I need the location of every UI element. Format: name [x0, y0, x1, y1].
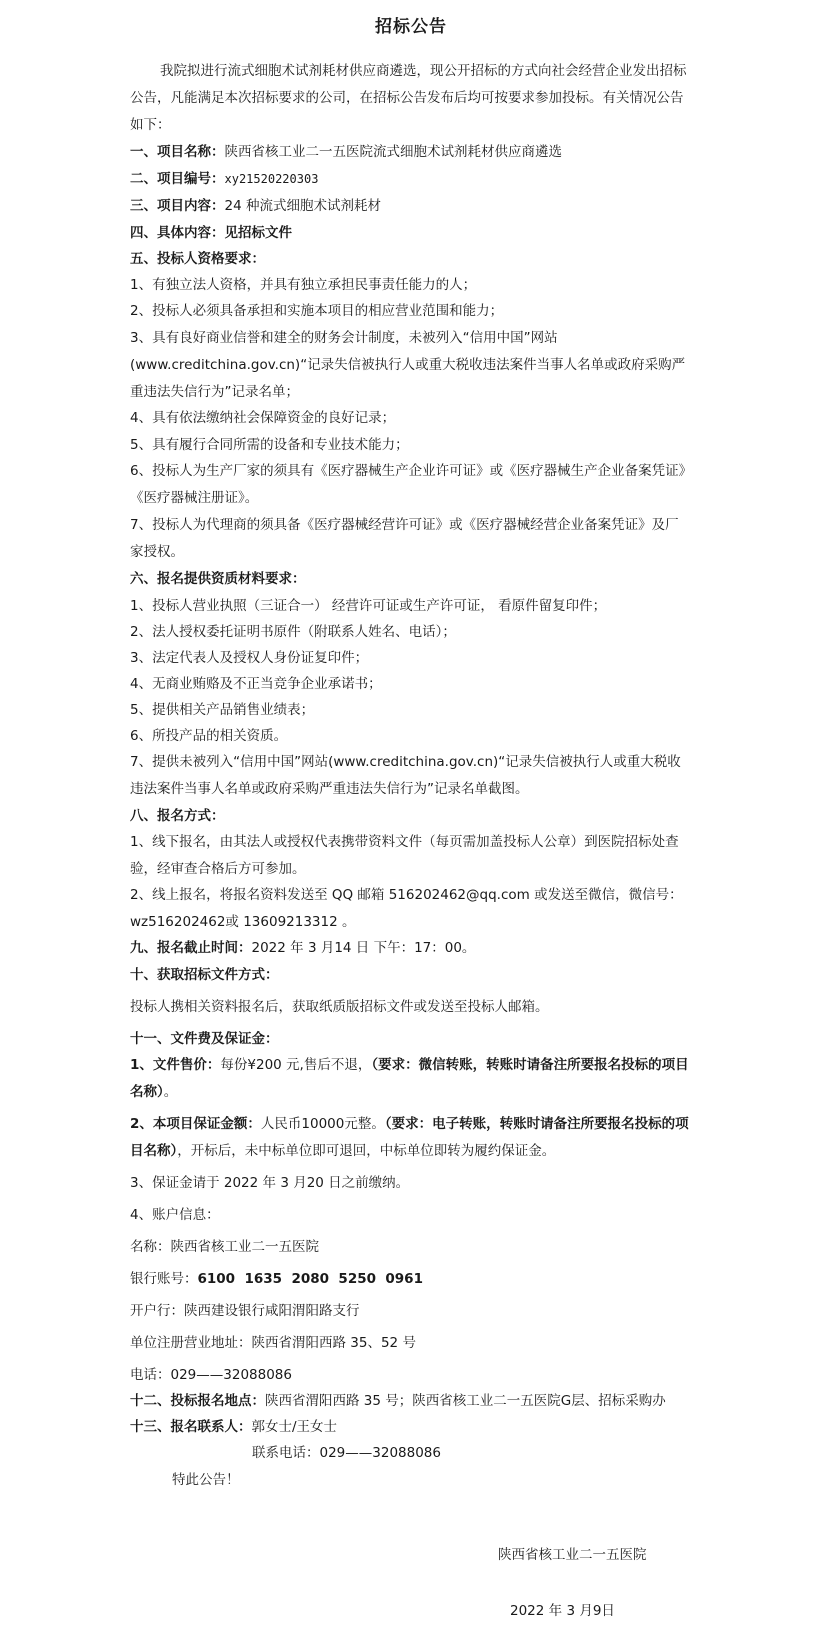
account-name: 名称：陕西省核工业二一五医院 — [130, 1239, 319, 1255]
registration-item-offline: 1、线下报名，由其法人或授权代表携带资料文件（每页需加盖投标人公章）到医院招标处查验，经审查合格后方可参加。 — [130, 834, 679, 877]
section-details: 四、具体内容：见招标文件 — [130, 225, 292, 241]
account-phone: 电话：029——32088086 — [130, 1367, 292, 1383]
fee-text: 每份¥200 元,售后不退， — [220, 1057, 372, 1073]
qualification-item: 4、具有依法缴纳社会保障资金的良好记录； — [130, 410, 396, 426]
signature-date: 2022 年 3 月9日 — [510, 1603, 615, 1619]
account-address: 单位注册营业地址：陕西省渭阳西路 35、52 号 — [130, 1335, 416, 1351]
fee-end: ，开标后，未中标单位即可退回，中标单位即转为履约保证金。 — [177, 1143, 556, 1159]
registration-item-online: 2、线上报名，将报名资料发送至 QQ 邮箱 516202462@qq.com 或发送至微信，微信号：wz516202462或 13609213312 。 — [130, 887, 683, 930]
materials-item: 1、投标人营业执照（三证合一） 经营许可证或生产许可证， 看原件留复印件； — [130, 598, 607, 614]
section-value: 陕西省核工业二一五医院流式细胞术试剂耗材供应商遴选 — [224, 144, 562, 160]
qualification-item: 7、投标人为代理商的须具备《医疗器械经营许可证》或《医疗器械经营企业备案凭证》及厂家授权。 — [130, 517, 679, 560]
fee-text: 人民币10000元整。 — [260, 1116, 385, 1132]
section-value: 陕西省渭阳西路 35 号；陕西省核工业二一五医院G层、招标采购办 — [265, 1393, 666, 1409]
fee-label: 2、本项目保证金额： — [130, 1116, 261, 1132]
obtain-text: 投标人携相关资料报名后，获取纸质版招标文件或发送至投标人邮箱。 — [130, 999, 549, 1015]
section-project-content — [130, 193, 690, 220]
section-value: 2022 年 3 月14 日 下午：17：00。 — [251, 940, 476, 956]
section-materials-heading: 六、报名提供资质材料要求： — [130, 571, 306, 587]
qualification-item: 2、投标人必须具备承担和实施本项目的相应营业范围和能力； — [130, 303, 504, 319]
materials-item: 7、提供未被列入“信用中国”网站(www.creditchina.gov.cn)“记录失信被执行人或重大税收违法案件当事人名单或政府采购严重违法失信行为”记录名单截图。 — [130, 754, 681, 797]
account-number-label: 银行账号： — [130, 1271, 198, 1287]
section-label: 一、项目名称： — [130, 144, 225, 160]
materials-item: 4、无商业贿赂及不正当竞争企业承诺书； — [130, 676, 382, 692]
qualification-item: 3、具有良好商业信誉和建全的财务会计制度，未被列入“信用中国”网站(www.creditchina.gov.cn)“记录失信被执行人或重大税收违法案件当事人名单或政府采购严重违法失信行为”记录名单； — [130, 330, 686, 400]
section-qualification-heading: 五、投标人资格要求： — [130, 251, 265, 267]
materials-item: 2、法人授权委托证明书原件（附联系人姓名、电话）； — [130, 624, 456, 640]
fee-item-document — [130, 1052, 690, 1106]
section-label: 二、项目编号： — [130, 171, 225, 187]
section-registration-heading: 八、报名方式： — [130, 808, 225, 824]
section-project-code — [130, 166, 690, 193]
section-value: 郭女士/王女士 — [251, 1419, 338, 1435]
section-value: 24 种流式细胞术试剂耗材 — [224, 198, 381, 214]
materials-item: 5、提供相关产品销售业绩表； — [130, 702, 315, 718]
section-deadline — [130, 935, 690, 962]
page-title: 招标公告 — [375, 17, 447, 37]
intro-paragraph: 我院拟进行流式细胞术试剂耗材供应商遴选，现公开招标的方式向社会经营企业发出招标公告，凡能满足本次招标要求的公司，在招标公告发布后均可按要求参加投标。有关情况公告如下： — [130, 63, 687, 133]
section-label: 九、报名截止时间： — [130, 940, 252, 956]
fee-end: 。 — [163, 1084, 178, 1100]
fee-item-deposit — [130, 1111, 690, 1165]
section-fees-heading: 十一、文件费及保证金： — [130, 1031, 279, 1047]
section-value: xy21520220303 — [224, 172, 319, 186]
section-obtain-heading: 十、获取招标文件方式： — [130, 967, 279, 983]
qualification-item: 5、具有履行合同所需的设备和专业技术能力； — [130, 437, 409, 453]
materials-item: 6、所投产品的相关资质。 — [130, 728, 288, 744]
closing-text: 特此公告！ — [172, 1472, 240, 1488]
fee-item-deadline: 3、保证金请于 2022 年 3 月20 日之前缴纳。 — [130, 1175, 410, 1191]
materials-item: 3、法定代表人及授权人身份证复印件； — [130, 650, 369, 666]
fee-requirement: （要求：电子转账，转账时请备注所要报名投标的项目名称） — [130, 1116, 689, 1159]
qualification-item: 6、投标人为生产厂家的须具有《医疗器械生产企业许可证》或《医疗器械生产企业备案凭证》《医疗器械注册证》。 — [130, 463, 686, 506]
section-location — [130, 1388, 730, 1415]
account-number-value: 6100 1635 2080 5250 0961 — [197, 1271, 423, 1287]
section-label: 三、项目内容： — [130, 198, 225, 214]
fee-item-account-info: 4、账户信息： — [130, 1207, 220, 1223]
section-project-name — [130, 139, 690, 166]
signature-organization: 陕西省核工业二一五医院 — [498, 1547, 647, 1563]
account-bank: 开户行：陕西建设银行咸阳渭阳路支行 — [130, 1303, 360, 1319]
section-label: 十三、报名联系人： — [130, 1419, 252, 1435]
section-label: 十二、投标报名地点： — [130, 1393, 265, 1409]
account-number — [130, 1266, 690, 1293]
fee-label: 1、文件售价： — [130, 1057, 221, 1073]
fee-requirement: （要求：微信转账，转账时请备注所要报名投标的项目名称） — [130, 1057, 689, 1100]
section-contact — [130, 1414, 690, 1441]
qualification-item: 1、有独立法人资格，并具有独立承担民事责任能力的人； — [130, 277, 477, 293]
contact-phone: 联系电话：029——32088086 — [252, 1445, 441, 1461]
